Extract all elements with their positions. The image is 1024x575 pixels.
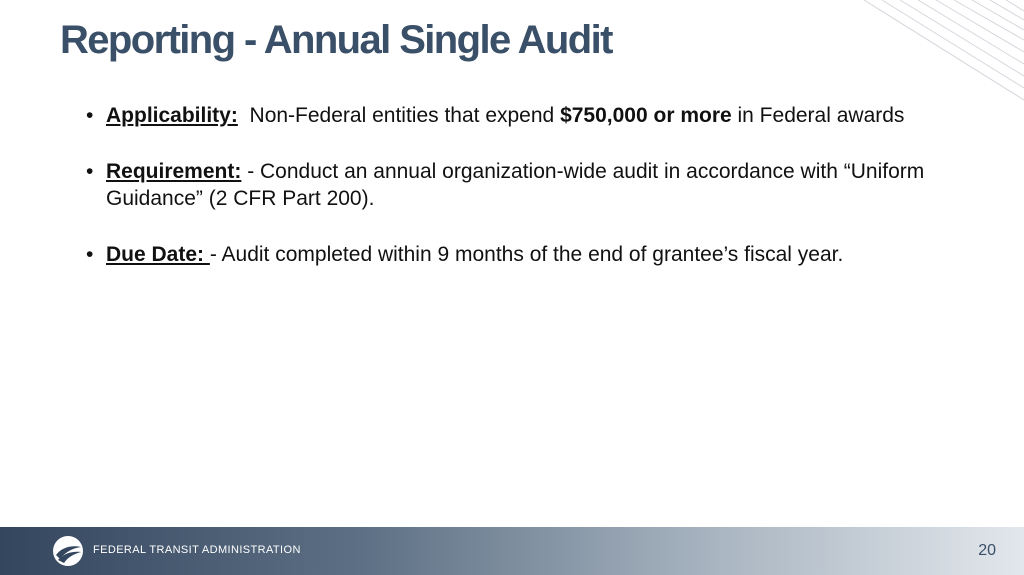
page-number: 20 [978,542,996,559]
bullet-term: Requirement: [106,160,242,183]
organization-name: FEDERAL TRANSIT ADMINISTRATION [93,544,301,556]
bullet-dot: • [86,243,94,266]
bullet-text: - Conduct an annual organization-wide audit in accordance with “Uniform Guidance” (2 CFR Part 200). [106,160,925,210]
bullet-dot: • [86,160,94,183]
bullet-list [86,102,946,268]
bullet-applicability [86,102,946,129]
slide-title: Reporting - Annual Single Audit [60,18,612,62]
footer-bar [0,527,1024,575]
bullet-emphasis: $750,000 or more [560,104,732,127]
bullet-term: Applicability: [106,104,238,127]
fta-logo-icon [52,535,84,567]
bullet-due-date [86,241,946,268]
bullet-requirement [86,158,946,212]
bullet-text-after: in Federal awards [731,104,905,127]
corner-lines-decoration [824,0,1024,110]
bullet-dot: • [86,104,94,127]
bullet-term: Due Date: [106,243,210,266]
bullet-text: Non-Federal entities that expend [237,104,561,127]
bullet-text: - Audit completed within 9 months of the end of grantee’s fiscal year. [209,243,844,266]
